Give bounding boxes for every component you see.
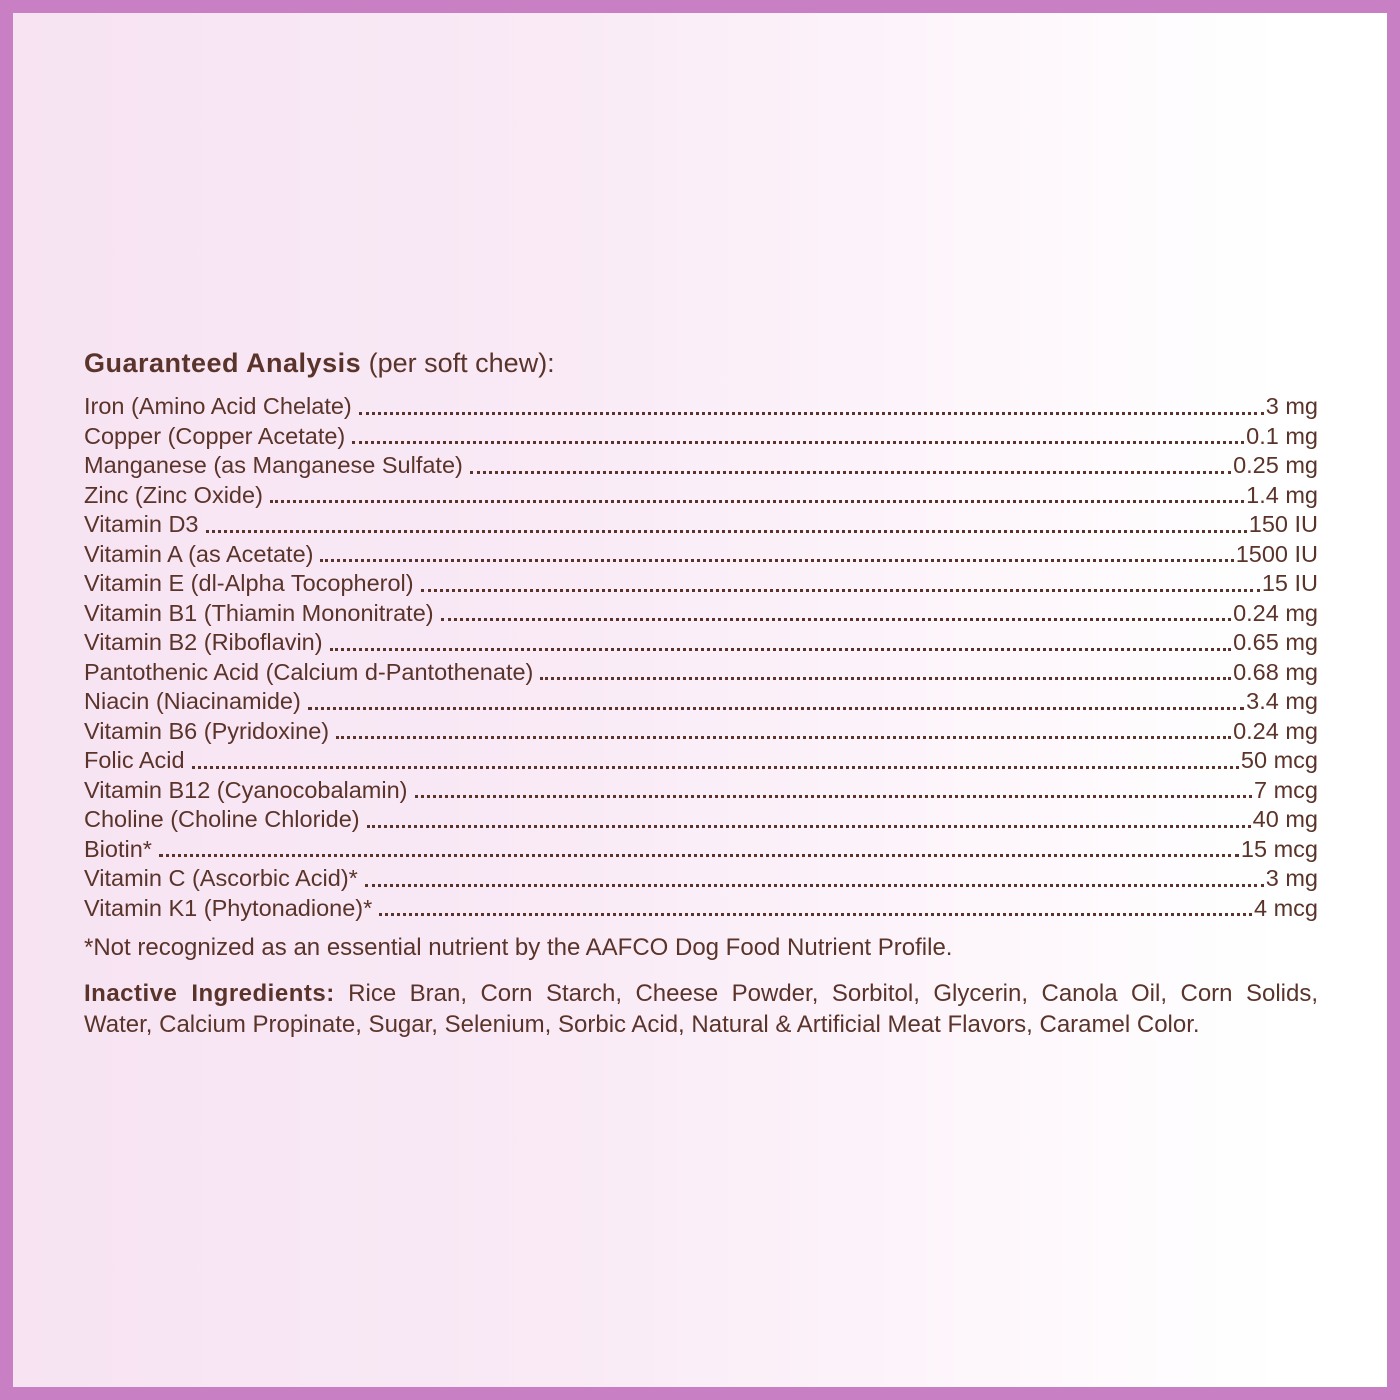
nutrient-label: Vitamin B2 (Riboflavin) xyxy=(84,629,323,655)
dotted-leader xyxy=(308,707,1244,710)
aafco-footnote: *Not recognized as an essential nutrient by the AAFCO Dog Food Nutrient Profile. xyxy=(84,934,953,961)
inactive-ingredients-text1: Rice Bran, Corn Starch, Cheese Powder, Sorbitol, Glycerin, Canola Oil, Corn Solids, xyxy=(348,980,1319,1007)
label-panel xyxy=(13,13,1387,1387)
dotted-leader xyxy=(365,884,1264,887)
analysis-row xyxy=(84,776,1318,806)
title-suffix-text: (per soft chew): xyxy=(368,348,555,378)
nutrient-value: 1500 IU xyxy=(1235,540,1318,567)
nutrient-label: Vitamin C (Ascorbic Acid)* xyxy=(84,865,358,891)
analysis-row xyxy=(84,628,1318,658)
dotted-leader xyxy=(206,530,1247,533)
analysis-row xyxy=(84,894,1318,924)
nutrient-value: 0.24 mg xyxy=(1233,717,1318,744)
guaranteed-analysis-section xyxy=(84,347,1318,1040)
nutrient-value: 3 mg xyxy=(1265,865,1318,891)
nutrient-label: Biotin* xyxy=(84,835,152,862)
nutrient-value: 15 IU xyxy=(1261,570,1318,596)
nutrient-value: 150 IU xyxy=(1248,511,1318,537)
dotted-leader xyxy=(415,795,1252,798)
analysis-row xyxy=(84,599,1318,629)
analysis-row xyxy=(84,864,1318,894)
nutrient-value: 50 mcg xyxy=(1240,747,1318,773)
inactive-ingredients-heading: Inactive Ingredients: xyxy=(84,980,335,1007)
nutrient-label: Zinc (Zinc Oxide) xyxy=(84,481,263,508)
analysis-row xyxy=(84,687,1318,717)
nutrient-value: 7 mcg xyxy=(1254,776,1318,803)
dotted-leader xyxy=(270,500,1244,503)
analysis-row xyxy=(84,658,1318,688)
nutrient-value: 0.1 mg xyxy=(1246,422,1318,449)
nutrient-value: 0.25 mg xyxy=(1233,452,1318,478)
nutrient-value: 3.4 mg xyxy=(1246,688,1318,714)
inactive-ingredients xyxy=(84,978,1318,1040)
nutrient-label: Choline (Choline Chloride) xyxy=(84,806,360,832)
guaranteed-analysis-title xyxy=(84,347,1318,379)
nutrient-label: Vitamin D3 xyxy=(84,511,199,537)
title-bold-text: Guaranteed Analysis xyxy=(84,348,362,378)
nutrient-value: 0.24 mg xyxy=(1233,599,1318,626)
dotted-leader xyxy=(470,471,1231,474)
analysis-row xyxy=(84,510,1318,540)
nutrient-value: 0.68 mg xyxy=(1233,658,1318,685)
analysis-row xyxy=(84,717,1318,747)
analysis-row xyxy=(84,451,1318,481)
nutrient-value: 40 mg xyxy=(1252,806,1318,832)
analysis-row xyxy=(84,422,1318,452)
dotted-leader xyxy=(192,766,1239,769)
dotted-leader xyxy=(540,677,1231,680)
dotted-leader xyxy=(352,441,1244,444)
nutrient-value: 15 mcg xyxy=(1240,835,1318,862)
nutrient-label: Folic Acid xyxy=(84,747,185,773)
nutrient-label: Vitamin A (as Acetate) xyxy=(84,540,314,567)
inactive-ingredients-line1 xyxy=(84,978,1318,1009)
nutrient-label: Iron (Amino Acid Chelate) xyxy=(84,393,352,419)
dotted-leader xyxy=(320,559,1233,562)
analysis-table xyxy=(84,392,1318,923)
nutrient-label: Vitamin E (dl-Alpha Tocopherol) xyxy=(84,570,414,596)
analysis-row xyxy=(84,805,1318,835)
dotted-leader xyxy=(330,648,1231,651)
nutrient-label: Pantothenic Acid (Calcium d-Pantothenate) xyxy=(84,658,534,685)
analysis-row xyxy=(84,569,1318,599)
dotted-leader xyxy=(379,913,1252,916)
nutrient-label: Vitamin B6 (Pyridoxine) xyxy=(84,717,330,744)
analysis-row xyxy=(84,392,1318,422)
nutrient-label: Niacin (Niacinamide) xyxy=(84,688,301,714)
nutrient-label: Copper (Copper Acetate) xyxy=(84,422,346,449)
dotted-leader xyxy=(159,854,1239,857)
inactive-ingredients-line2: Water, Calcium Propinate, Sugar, Selenium, Sorbic Acid, Natural & Artificial Meat Flavors, Caramel Color. xyxy=(84,1011,1200,1038)
dotted-leader xyxy=(336,736,1231,739)
analysis-row xyxy=(84,746,1318,776)
dotted-leader xyxy=(367,825,1251,828)
nutrient-value: 1.4 mg xyxy=(1246,481,1318,508)
nutrient-value: 0.65 mg xyxy=(1233,629,1318,655)
dotted-leader xyxy=(421,589,1260,592)
analysis-row xyxy=(84,481,1318,511)
nutrient-value: 3 mg xyxy=(1265,393,1318,419)
analysis-row xyxy=(84,540,1318,570)
dotted-leader xyxy=(359,412,1264,415)
analysis-row xyxy=(84,835,1318,865)
nutrient-label: Vitamin K1 (Phytonadione)* xyxy=(84,894,373,921)
nutrient-label: Vitamin B12 (Cyanocobalamin) xyxy=(84,776,408,803)
nutrient-label: Vitamin B1 (Thiamin Mononitrate) xyxy=(84,599,434,626)
nutrient-label: Manganese (as Manganese Sulfate) xyxy=(84,452,463,478)
dotted-leader xyxy=(441,618,1231,621)
nutrient-value: 4 mcg xyxy=(1254,894,1318,921)
